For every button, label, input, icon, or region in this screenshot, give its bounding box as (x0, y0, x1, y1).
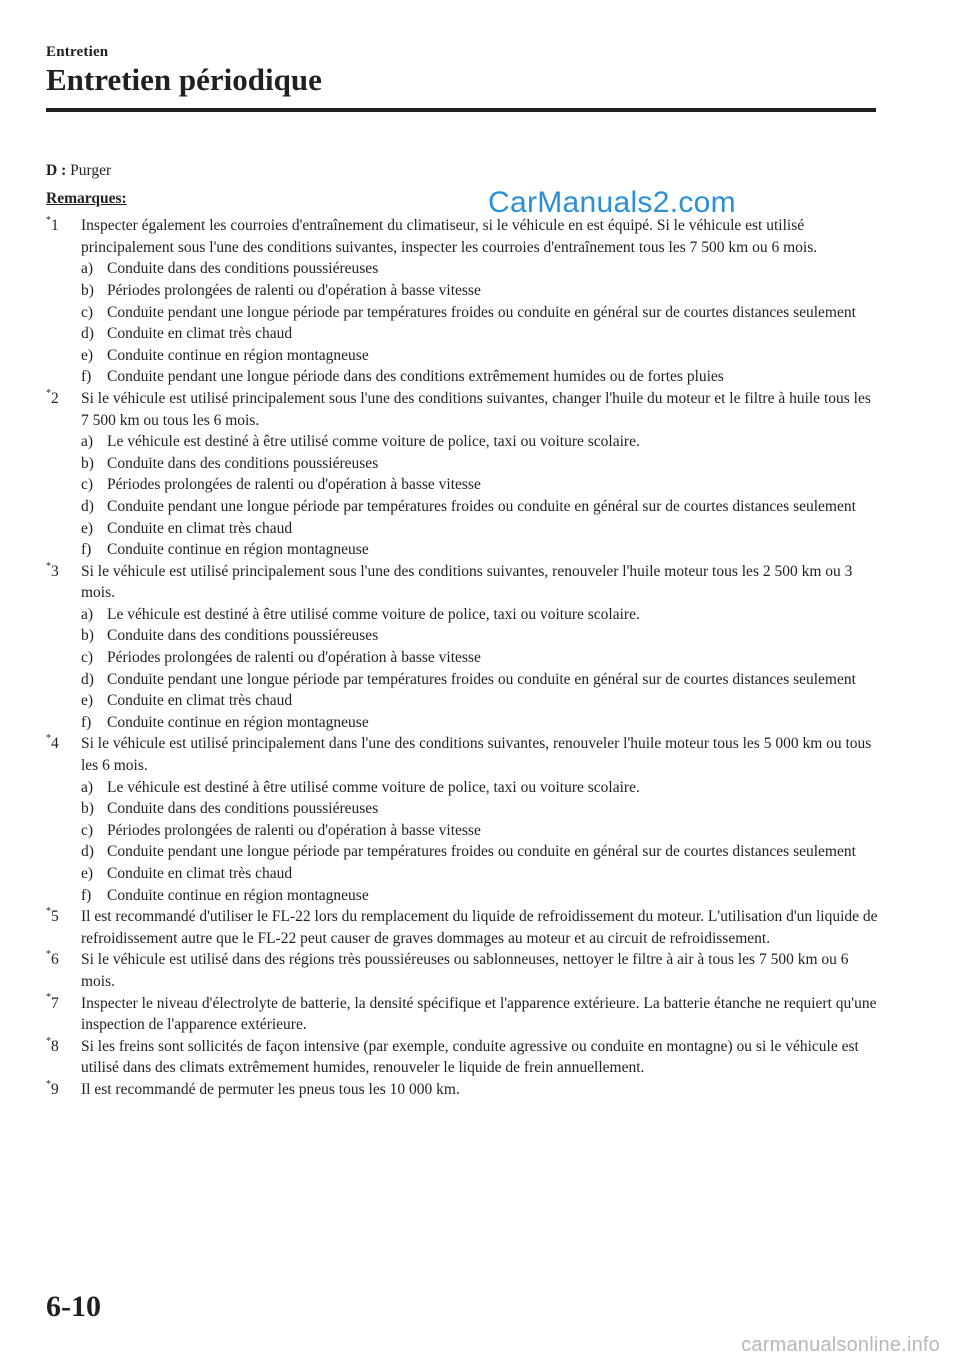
condition-label: b) (81, 800, 94, 818)
note-asterisk: * (46, 1078, 51, 1090)
note-marker (46, 949, 59, 971)
condition-item (81, 712, 882, 734)
condition-text: Conduite pendant une longue période dans des conditions extrêmement humides ou de fortes pluies (107, 368, 724, 386)
note-7 (46, 993, 882, 1036)
note-asterisk: * (46, 215, 51, 227)
condition-label: d) (81, 670, 94, 688)
title-divider (46, 108, 876, 112)
condition-text: Le véhicule est destiné à être utilisé comme voiture de police, taxi ou voiture scolaire. (107, 605, 640, 623)
condition-label: d) (81, 843, 94, 861)
condition-label: b) (81, 627, 94, 645)
note-4 (46, 733, 882, 906)
page-title: Entretien périodique (46, 62, 322, 97)
note-number: 8 (51, 1037, 59, 1055)
note-number: 6 (51, 951, 59, 969)
condition-item (81, 302, 882, 324)
condition-text: Conduite dans des conditions poussiéreuses (107, 260, 379, 278)
condition-item (81, 496, 882, 518)
condition-item (81, 690, 882, 712)
note-asterisk: * (46, 1035, 51, 1047)
note-marker (46, 993, 59, 1015)
condition-item (81, 647, 882, 669)
condition-item (81, 366, 882, 388)
condition-item (81, 518, 882, 540)
condition-label: e) (81, 692, 94, 710)
condition-label: d) (81, 497, 94, 515)
note-text: Il est recommandé de permuter les pneus tous les 10 000 km. (81, 1080, 460, 1098)
condition-item (81, 345, 882, 367)
condition-text: Conduite continue en région montagneuse (107, 346, 369, 364)
condition-text: Conduite en climat très chaud (107, 692, 293, 710)
note-text: Inspecter également les courroies d'entraînement du climatiseur, si le véhicule en est équipé. Si le véhicule est utilisé principalement sous l'une des conditions suivantes, inspecter les courroies d'entraînement tous les 7 500 km ou 6 mois. (81, 217, 818, 256)
condition-item (81, 863, 882, 885)
note-text: Si le véhicule est utilisé dans des régions très poussiéreuses ou sablonneuses, nettoyer le filtre à air à tous les 7 500 km ou 6 mois. (81, 951, 849, 990)
condition-label: f) (81, 368, 92, 386)
section-label: Entretien (46, 44, 109, 60)
condition-item (81, 625, 882, 647)
condition-item (81, 323, 882, 345)
note-text: Si le véhicule est utilisé principalement dans l'une des conditions suivantes, renouveler l'huile moteur tous les 5 000 km ou tous les 6 mois. (81, 735, 872, 775)
condition-text: Conduite pendant une longue période par températures froides ou conduite en général sur de courtes distances seulement (107, 303, 856, 321)
condition-item (81, 431, 882, 453)
remarks-heading: Remarques: (46, 189, 127, 207)
condition-label: a) (81, 260, 94, 278)
note-text: Inspecter le niveau d'électrolyte de batterie, la densité spécifique et l'apparence extérieure. La batterie étanche ne requiert qu'une inspection de l'apparence extérieure. (81, 994, 877, 1034)
condition-list (81, 604, 882, 734)
note-asterisk: * (46, 733, 51, 745)
note-asterisk: * (46, 949, 51, 961)
condition-label: f) (81, 713, 92, 731)
notes-list (46, 215, 882, 1100)
condition-text: Conduite dans des conditions poussiéreuses (107, 454, 379, 472)
condition-list (81, 777, 882, 907)
condition-text: Conduite pendant une longue période par températures froides ou conduite en général sur de courtes distances seulement (107, 843, 856, 861)
condition-text: Conduite continue en région montagneuse (107, 713, 369, 731)
condition-label: d) (81, 325, 94, 343)
note-number: 1 (51, 217, 59, 235)
remarks-content (46, 160, 882, 1101)
condition-label: f) (81, 541, 92, 559)
condition-text: Conduite dans des conditions poussiéreuses (107, 627, 379, 645)
condition-text: Périodes prolongées de ralenti ou d'opération à basse vitesse (107, 649, 481, 667)
note-1 (46, 215, 882, 388)
condition-list (81, 431, 882, 561)
condition-label: f) (81, 886, 92, 904)
condition-item (81, 604, 882, 626)
note-marker (46, 388, 59, 410)
condition-label: c) (81, 821, 94, 839)
condition-text: Conduite en climat très chaud (107, 325, 293, 343)
condition-label: a) (81, 605, 94, 623)
note-9 (46, 1079, 882, 1101)
legend-text: Purger (70, 162, 112, 179)
legend-key: D : (46, 162, 67, 179)
condition-list (81, 258, 882, 388)
note-text: Si les freins sont sollicités de façon intensive (par exemple, conduite agressive ou conduite en montagne) ou si le véhicule est utilisé dans des climats extrêmement humides, renouveler le liquide de frein annuellement. (81, 1037, 859, 1077)
note-asterisk: * (46, 992, 51, 1004)
note-marker (46, 906, 59, 928)
condition-item (81, 539, 882, 561)
note-3 (46, 561, 882, 734)
condition-text: Périodes prolongées de ralenti ou d'opération à basse vitesse (107, 821, 481, 839)
note-6 (46, 949, 882, 992)
note-text: Si le véhicule est utilisé principalement sous l'une des conditions suivantes, changer l'huile du moteur et le filtre à huile tous les 7 500 km ou tous les 6 mois. (81, 389, 871, 429)
condition-item (81, 453, 882, 475)
condition-text: Le véhicule est destiné à être utilisé comme voiture de police, taxi ou voiture scolaire. (107, 778, 640, 796)
condition-text: Conduite en climat très chaud (107, 865, 293, 882)
condition-item (81, 820, 882, 842)
note-text: Il est recommandé d'utiliser le FL-22 lors du remplacement du liquide de refroidissement du moteur. L'utilisation d'un liquide de refroidissement autre que le FL-22 peut causer de graves dommages au moteur et au circuit de refroidissement. (81, 908, 878, 947)
note-8 (46, 1036, 882, 1079)
note-marker (46, 561, 59, 583)
condition-item (81, 798, 882, 820)
note-5 (46, 906, 882, 949)
condition-text: Le véhicule est destiné à être utilisé comme voiture de police, taxi ou voiture scolaire. (107, 433, 640, 451)
condition-text: Conduite pendant une longue période par températures froides ou conduite en général sur de courtes distances seulement (107, 670, 856, 688)
note-marker (46, 733, 59, 755)
condition-item (81, 669, 882, 691)
condition-text: Périodes prolongées de ralenti ou d'opération à basse vitesse (107, 281, 481, 299)
condition-label: e) (81, 865, 94, 882)
note-number: 9 (51, 1080, 59, 1098)
condition-text: Conduite pendant une longue période par températures froides ou conduite en général sur de courtes distances seulement (107, 497, 856, 515)
note-marker (46, 1079, 59, 1101)
condition-text: Conduite continue en région montagneuse (107, 886, 369, 904)
note-marker (46, 1036, 59, 1058)
condition-item (81, 777, 882, 799)
condition-label: c) (81, 303, 94, 321)
condition-text: Conduite dans des conditions poussiéreuses (107, 800, 379, 818)
condition-label: e) (81, 519, 94, 537)
condition-item (81, 885, 882, 907)
condition-item (81, 474, 882, 496)
watermark-logo-top: CarManuals2.com (488, 186, 736, 219)
note-number: 2 (51, 389, 59, 407)
note-2 (46, 388, 882, 561)
condition-text: Conduite continue en région montagneuse (107, 541, 369, 559)
watermark-bottom: carmanualsonline.info (741, 1334, 940, 1356)
note-asterisk: * (46, 906, 51, 918)
condition-text: Périodes prolongées de ralenti ou d'opération à basse vitesse (107, 476, 481, 494)
condition-label: c) (81, 476, 94, 494)
legend-line (46, 160, 882, 182)
note-number: 4 (51, 735, 59, 753)
condition-label: c) (81, 649, 94, 667)
condition-label: b) (81, 454, 94, 472)
condition-item (81, 258, 882, 280)
condition-text: Conduite en climat très chaud (107, 519, 293, 537)
note-marker (46, 215, 59, 237)
page-number: 6-10 (46, 1290, 101, 1323)
note-number: 7 (51, 994, 59, 1012)
condition-item (81, 280, 882, 302)
condition-label: e) (81, 346, 94, 364)
note-number: 5 (51, 908, 59, 926)
condition-label: b) (81, 281, 94, 299)
note-asterisk: * (46, 387, 51, 399)
condition-item (81, 841, 882, 863)
note-number: 3 (51, 562, 59, 580)
note-asterisk: * (46, 560, 51, 572)
condition-label: a) (81, 778, 94, 796)
note-text: Si le véhicule est utilisé principalement sous l'une des conditions suivantes, renouveler l'huile moteur tous les 2 500 km ou 3 mois. (81, 562, 853, 602)
condition-label: a) (81, 433, 94, 451)
